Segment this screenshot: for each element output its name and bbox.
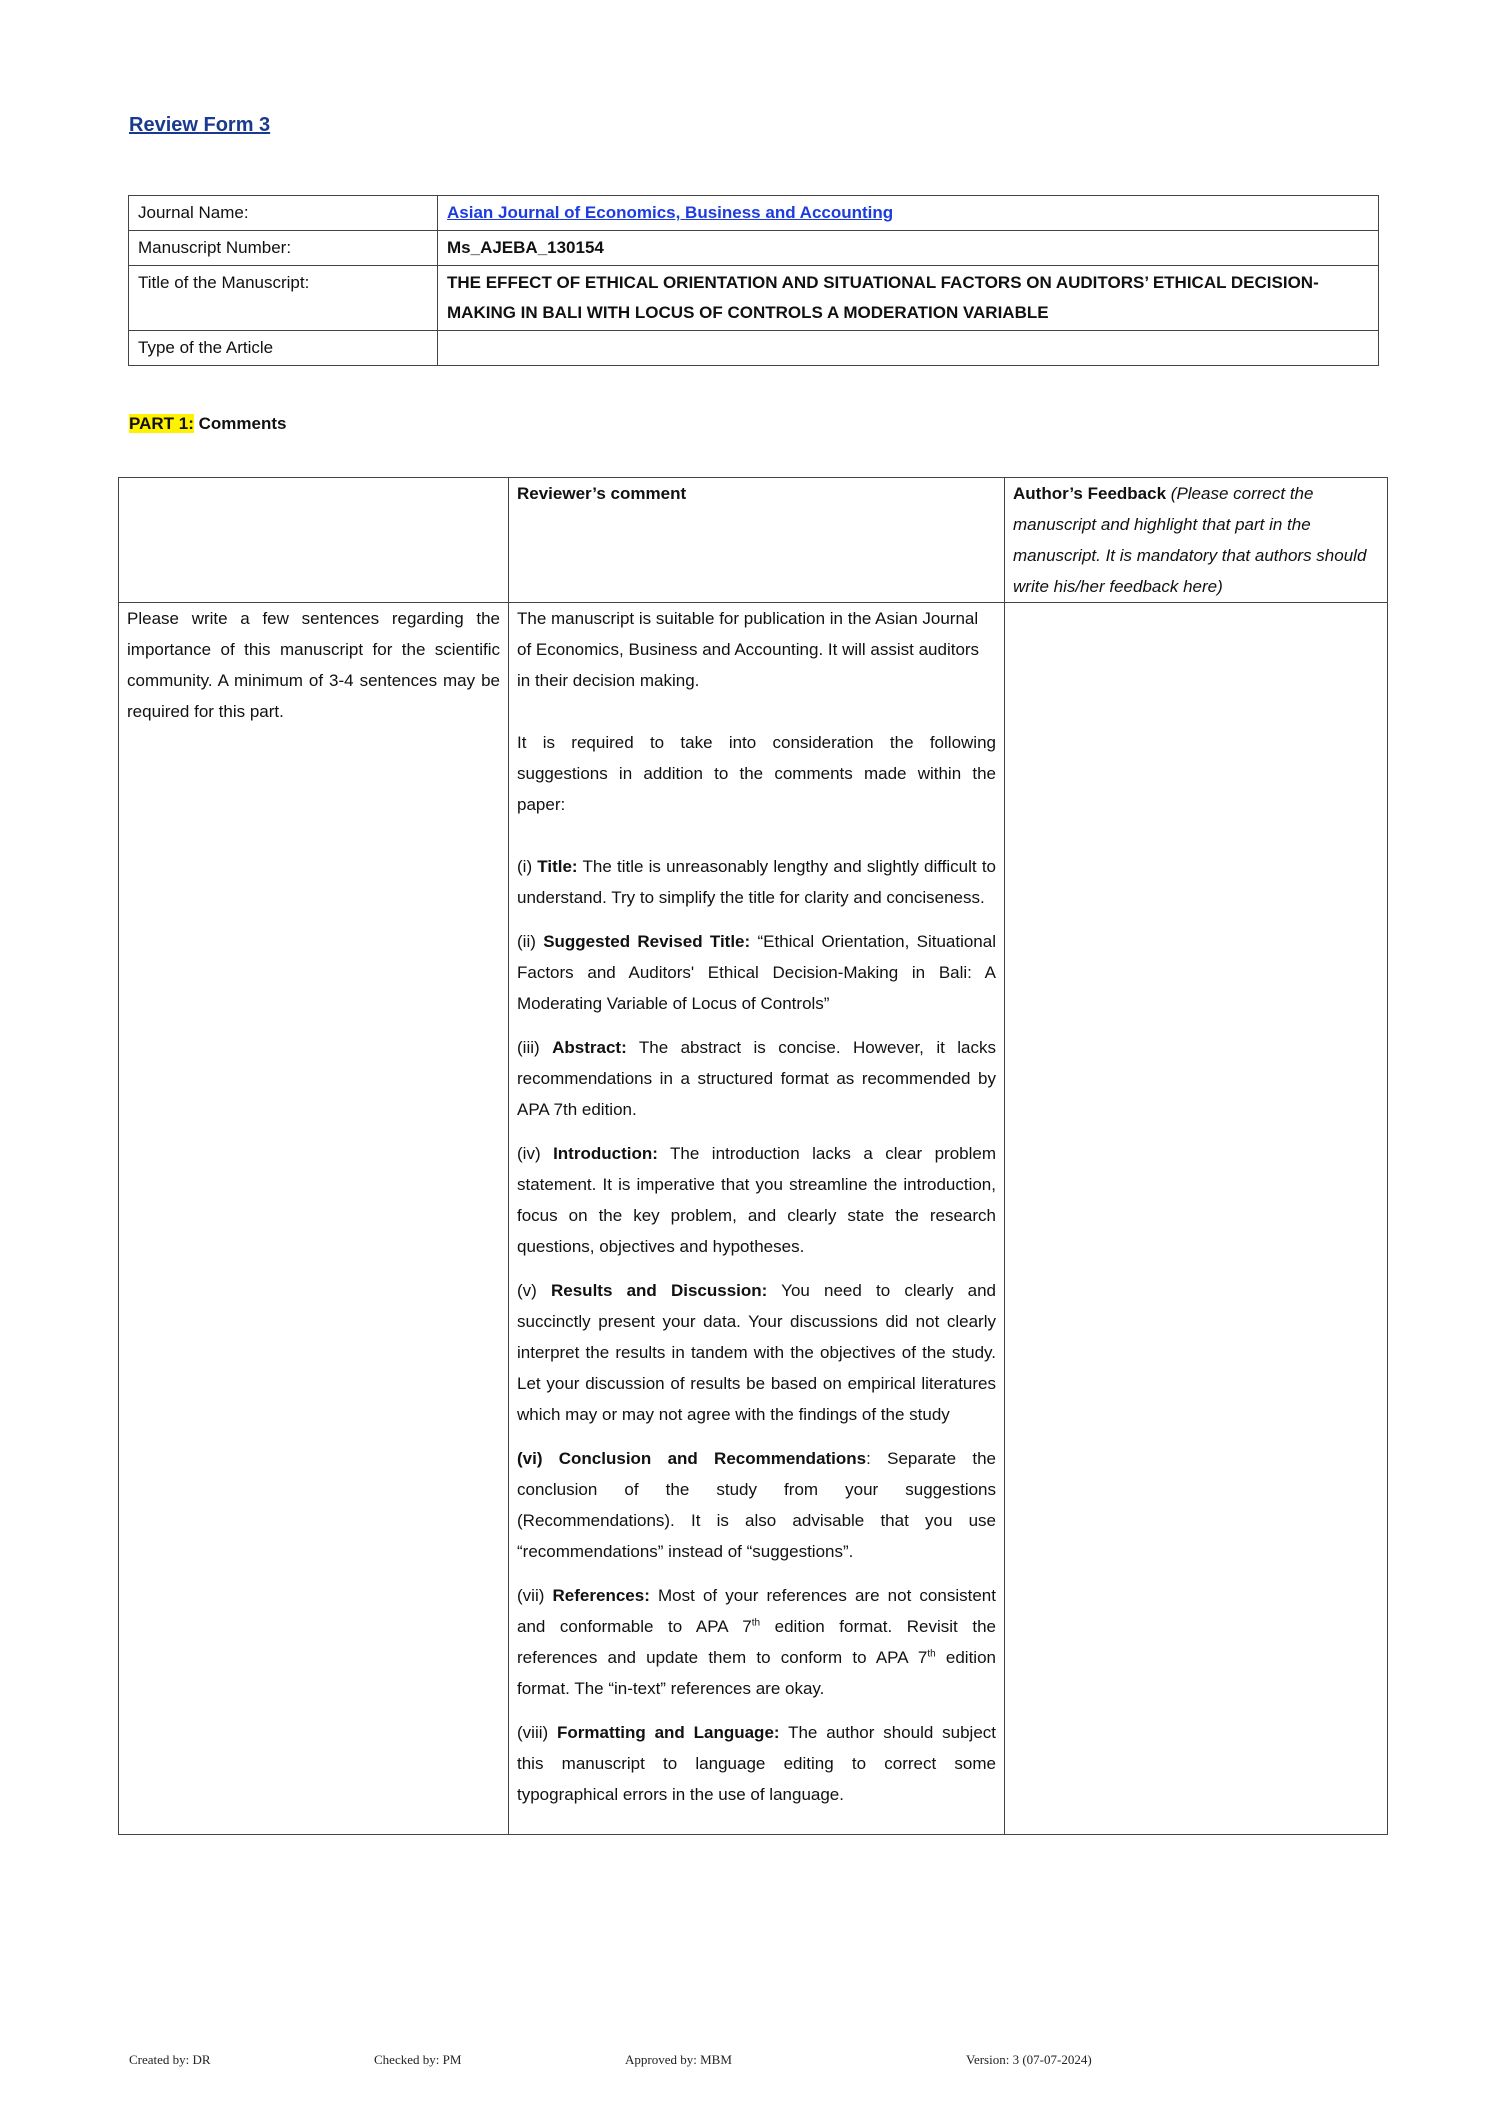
journal-label: Journal Name: <box>129 196 438 231</box>
comment-item <box>517 926 996 1019</box>
part1-label: PART 1: <box>129 414 194 433</box>
comment-item-label: Results and Discussion: <box>551 1281 768 1300</box>
comment-item-text: The abstract is concise. However, it lacks recommendations in a structured format as recommended by APA 7th edition. <box>517 1038 997 1119</box>
comment-item-label: References: <box>552 1586 650 1605</box>
superscript-th: th <box>751 1617 761 1629</box>
footer-checked-by: Checked by: PM <box>374 2052 462 2067</box>
article-type-value <box>438 331 1379 366</box>
comment-item-number: (vii) <box>517 1586 545 1605</box>
form-title: Review Form 3 <box>129 114 271 136</box>
comments-table <box>118 477 1388 1835</box>
comment-item-text: The author should subject this manuscript to language editing to correct some typographical errors in the use of language. <box>517 1723 996 1804</box>
comment-item-number: (ii) <box>517 932 536 951</box>
empty-header-cell <box>119 478 509 603</box>
manuscript-title-value: THE EFFECT OF ETHICAL ORIENTATION AND SITUATIONAL FACTORS ON AUDITORS’ ETHICAL DECISION-MAKING IN BALI WITH LOCUS OF CONTROLS A MODERATION VARIABLE <box>438 266 1379 331</box>
comment-item <box>517 1580 996 1704</box>
comment-item-label: Introduction: <box>553 1144 658 1163</box>
comment-item <box>517 1717 996 1810</box>
journal-row <box>129 196 1379 231</box>
comment-item <box>517 1138 996 1262</box>
comments-body-row <box>119 603 1388 1835</box>
comment-item-text-b: edition format. Revisit the references and update them to conform to APA 7 <box>517 1617 996 1667</box>
comment-item-number: (iv) <box>517 1144 541 1163</box>
reviewer-comment-body <box>509 603 1005 1835</box>
comment-item-text: “Ethical Orientation, Situational Factors and Auditors' Ethical Decision-Making in Bali: A Moderating Variable of Locus of Controls” <box>517 932 996 1013</box>
reviewer-comment-header <box>509 478 1005 603</box>
author-feedback-header-bold: Author’s Feedback <box>1013 484 1167 503</box>
comment-item <box>517 851 996 913</box>
part1-title: Comments <box>198 414 287 433</box>
comment-item-number: (i) <box>517 857 533 876</box>
comment-item <box>517 1443 996 1567</box>
journal-value <box>438 196 1379 231</box>
article-type-label: Type of the Article <box>129 331 438 366</box>
comment-item-text: : Separate the conclusion of the study from your suggestions (Recommendations). It is also advisable that you use “recommendations” instead of “suggestions”. <box>517 1449 996 1561</box>
comment-item-label: Formatting and Language: <box>556 1723 780 1742</box>
manuscript-number-row <box>129 231 1379 266</box>
author-feedback-header <box>1005 478 1388 603</box>
manuscript-number-value: Ms_AJEBA_130154 <box>438 231 1379 266</box>
manuscript-title-label: Title of the Manuscript: <box>129 266 438 331</box>
article-type-row <box>129 331 1379 366</box>
comment-item-text: You need to clearly and succinctly present your data. Your discussions did not clearly interpret the results in tandem with the objectives of the study. Let your discussion of results be based on empirical literatures which may or may not agree with the findings of the study <box>517 1281 996 1424</box>
comment-item-text-c: edition format. The “in-text” references are okay. <box>517 1648 996 1698</box>
journal-link[interactable]: Asian Journal of Economics, Business and Accounting <box>447 203 894 222</box>
author-feedback-header-instructions: (Please correct the manuscript and highlight that part in the manuscript. It is mandatory that authors should write his/her feedback here) <box>1013 484 1367 596</box>
manuscript-info-table <box>128 195 1379 366</box>
superscript-th: th <box>927 1648 936 1660</box>
reviewer-comment-header-text: Reviewer’s comment <box>517 484 687 503</box>
comment-item-label: Conclusion and Recommendations <box>558 1449 867 1468</box>
comment-item-label: Suggested Revised Title: <box>543 932 751 951</box>
comment-item-number: (vi) <box>517 1449 543 1468</box>
footer-version: Version: 3 (07-07-2024) <box>966 2052 1092 2067</box>
comment-item-label: Abstract: <box>552 1038 627 1057</box>
author-feedback-cell[interactable] <box>1005 603 1388 1835</box>
manuscript-number-label: Manuscript Number: <box>129 231 438 266</box>
comment-intro: The manuscript is suitable for publication in the Asian Journal of Economics, Business and Accounting. It will assist auditors in their decision making. <box>517 609 980 690</box>
comment-item-number: (iii) <box>517 1038 540 1057</box>
comment-item-text: The introduction lacks a clear problem statement. It is imperative that you streamline the introduction, focus on the key problem, and clearly state the research questions, objectives and hypotheses. <box>517 1144 996 1256</box>
comment-item-text: The title is unreasonably lengthy and slightly difficult to understand. Try to simplify the title for clarity and conciseness. <box>517 857 996 907</box>
comment-item-number: (viii) <box>517 1723 549 1742</box>
comments-header-row <box>119 478 1388 603</box>
comment-item <box>517 1275 996 1430</box>
comment-item-label: Title: <box>537 857 578 876</box>
part1-heading <box>129 414 286 434</box>
importance-prompt: Please write a few sentences regarding the importance of this manuscript for the scientific community. A minimum of 3-4 sentences may be required for this part. <box>119 603 509 1835</box>
comment-item-text-a: Most of your references are not consistent and conformable to APA 7 <box>517 1586 996 1636</box>
footer-approved-by: Approved by: MBM <box>625 2052 732 2067</box>
footer-created-by: Created by: DR <box>129 2052 211 2067</box>
manuscript-title-row <box>129 266 1379 331</box>
comment-item <box>517 1032 996 1125</box>
comment-intro-2: It is required to take into consideration the following suggestions in addition to the comments made within the paper: <box>517 733 996 814</box>
comment-item-number: (v) <box>517 1281 537 1300</box>
